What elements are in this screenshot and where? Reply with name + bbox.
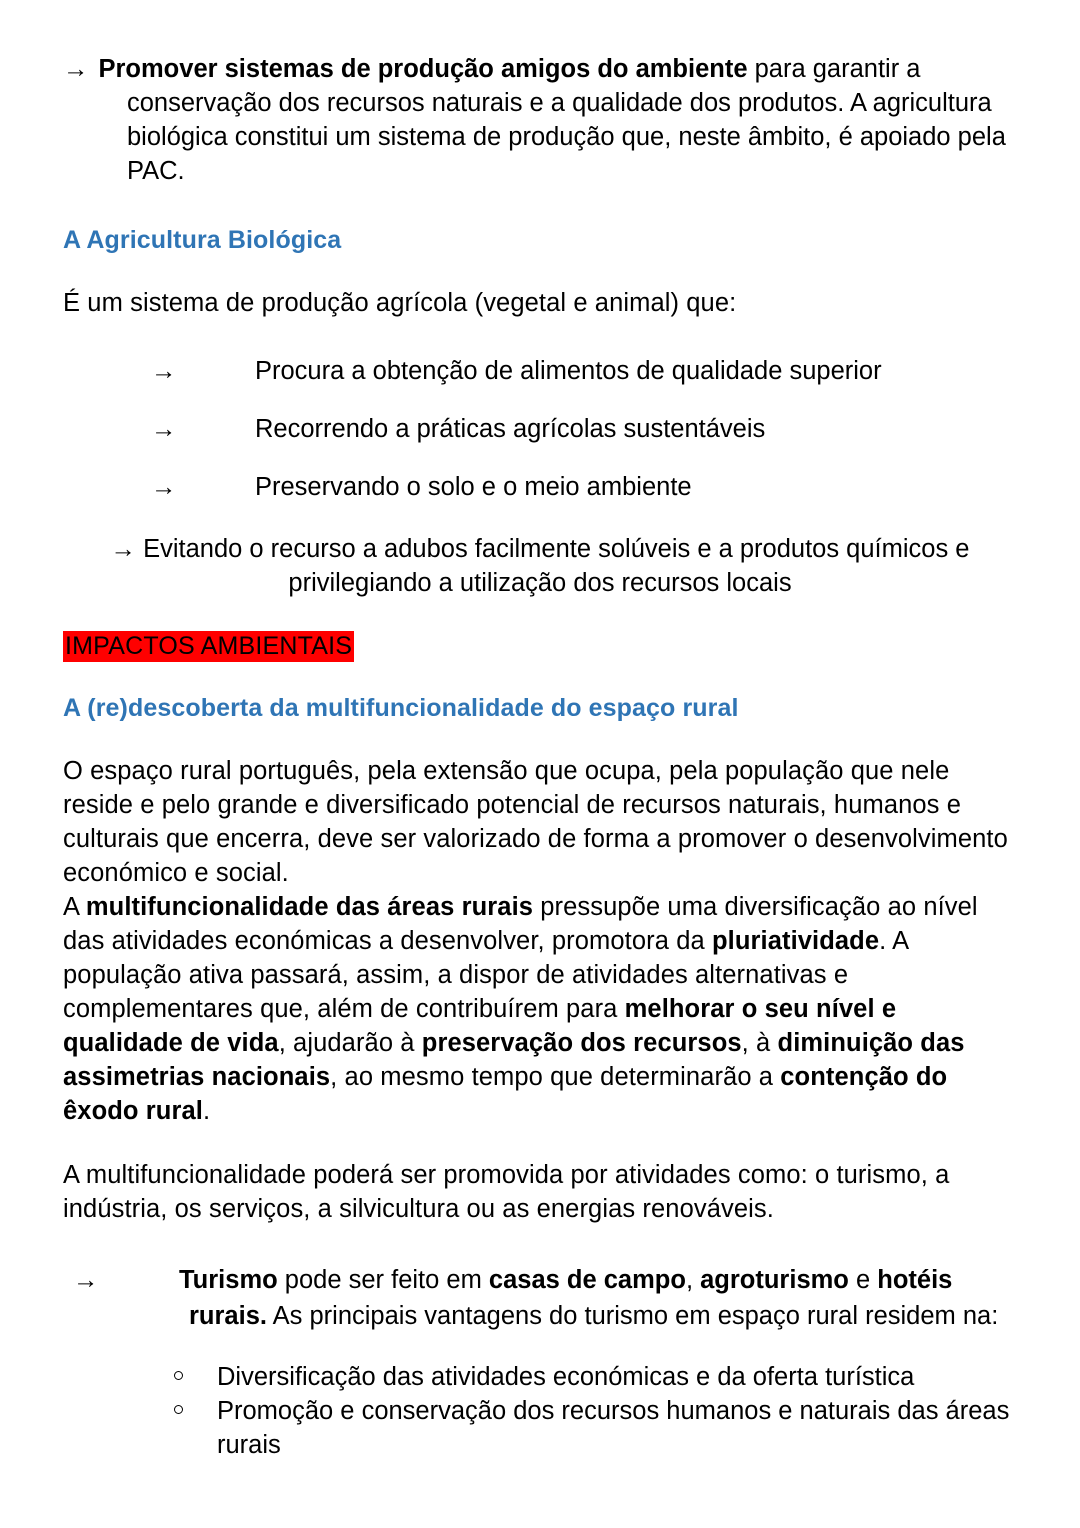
multifuncionalidade-paragraph-2 xyxy=(63,890,1017,1128)
agricultura-lead-text: É um sistema de produção agrícola (vegetal e animal) que: xyxy=(63,289,737,317)
list-item xyxy=(171,1394,1017,1462)
list-item xyxy=(151,412,1017,446)
bullet-text: Promoção e conservação dos recursos humanos e naturais das áreas rurais xyxy=(217,1397,1010,1459)
arrow-icon: → xyxy=(151,357,177,385)
turismo-bold-3: agroturismo xyxy=(700,1266,849,1294)
arrow-icon: → xyxy=(151,473,177,501)
turismo-text-4: As principais vantagens do turismo em espaço rural residem na: xyxy=(266,1302,999,1330)
closing-bullet-text: Evitando o recurso a adubos facilmente solúveis e a produtos químicos e privilegiando a utilização dos recursos locais xyxy=(143,535,970,597)
p2-bold-1: multifuncionalidade das áreas rurais xyxy=(85,893,534,921)
p2-text-6: , ao mesmo tempo que determinarão a xyxy=(330,1063,781,1091)
bullet-text: Procura a obtenção de alimentos de qualidade superior xyxy=(255,357,882,385)
p2-text-7: . xyxy=(202,1097,211,1125)
p2-text-4: , ajudarão à xyxy=(278,1029,422,1057)
list-item xyxy=(151,354,1017,388)
p2-text-2: pressupõe uma diversificação ao nível das atividades económicas a desenvolver, promotora da xyxy=(63,893,978,955)
turismo-arrow-bullet xyxy=(73,1262,1017,1334)
vantagens-bullet-list xyxy=(171,1360,1017,1462)
arrow-icon: → xyxy=(73,1266,99,1294)
impactos-ambientais-highlight: IMPACTOS AMBIENTAIS xyxy=(65,632,353,660)
p2-bold-6: contenção do êxodo rural xyxy=(63,1063,948,1125)
intro-arrow-bullet xyxy=(63,52,1017,188)
multifuncionalidade-paragraph-3: A multifuncionalidade poderá ser promovida por atividades como: o turismo, a indústria, os serviços, a silvicultura ou as energias renováveis. xyxy=(63,1161,950,1223)
heading-multifuncionalidade: A (re)descoberta da multifuncionalidade do espaço rural xyxy=(63,694,739,722)
turismo-bold-1: Turismo xyxy=(179,1266,278,1294)
bullet-text: Preservando o solo e o meio ambiente xyxy=(255,473,692,501)
turismo-text-1: pode ser feito em xyxy=(277,1266,489,1294)
p2-bold-4: preservação dos recursos xyxy=(421,1029,742,1057)
circle-bullet-icon xyxy=(174,1371,183,1380)
agricultura-bullet-list xyxy=(63,354,1017,504)
intro-bullet-bold-lead: Promover sistemas de produção amigos do ambiente xyxy=(98,55,748,83)
bullet-text: Recorrendo a práticas agrícolas sustentáveis xyxy=(255,415,766,443)
arrow-icon: → xyxy=(110,535,136,563)
turismo-text-2: , xyxy=(685,1266,701,1294)
p2-bold-2: pluriatividade xyxy=(711,927,880,955)
arrow-icon: → xyxy=(63,55,89,83)
turismo-bold-2: casas de campo xyxy=(488,1266,686,1294)
turismo-bold-4: hotéis rurais. xyxy=(189,1266,953,1330)
document-body xyxy=(63,0,1017,1462)
turismo-text-3: e xyxy=(848,1266,878,1294)
p2-text-5: , à xyxy=(741,1029,778,1057)
heading-agricultura-biologica: A Agricultura Biológica xyxy=(63,226,342,254)
p2-bold-3: melhorar o seu nível e qualidade de vida xyxy=(63,995,897,1057)
impactos-ambientais-heading-wrap xyxy=(63,630,1017,662)
p2-text-1: A xyxy=(63,893,86,921)
list-item xyxy=(151,470,1017,504)
p2-bold-5: diminuição das assimetrias nacionais xyxy=(63,1029,965,1091)
list-item xyxy=(171,1360,1017,1394)
intro-bullet-rest: para garantir a conservação dos recursos naturais e a qualidade dos produtos. A agricultura biológica constitui um sistema de produção que, neste âmbito, é apoiado pela PAC. xyxy=(127,55,1006,185)
arrow-icon: → xyxy=(151,415,177,443)
circle-bullet-icon xyxy=(174,1405,183,1414)
multifuncionalidade-paragraph-1: O espaço rural português, pela extensão que ocupa, pela população que nele reside e pelo grande e diversificado potencial de recursos naturais, humanos e culturais que encerra, deve ser valorizado de forma a promover o desenvolvimento económico e social. xyxy=(63,757,1008,887)
bullet-text: Diversificação das atividades económicas e da oferta turística xyxy=(217,1363,915,1391)
p2-text-3: . A população ativa passará, assim, a dispor de atividades alternativas e complementares que, além de contribuírem para xyxy=(63,927,908,1023)
agricultura-closing-bullet xyxy=(63,532,1017,600)
